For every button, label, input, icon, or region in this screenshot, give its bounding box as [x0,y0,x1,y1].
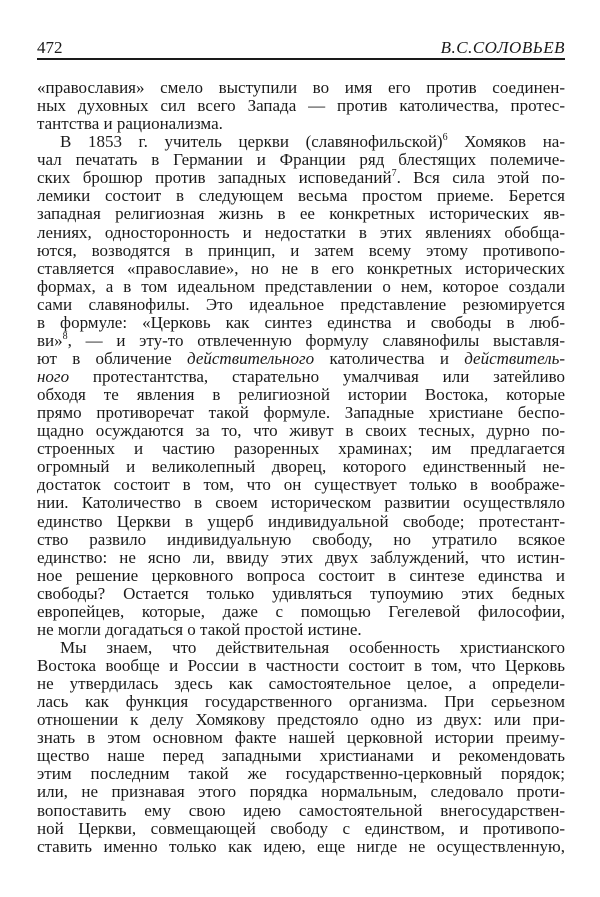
paragraph [37,79,565,133]
footnote-ref: 7 [391,168,397,180]
text-span: , — и эту-то отвлеченную формулу славянофилы выставля- [67,330,565,350]
text-line [37,386,565,404]
text-span: щадно осуждаются за то, что живут в своих тесных, дурно по- [37,421,565,441]
text-span: не могли догадаться о такой простой истине. [37,619,362,639]
text-span: ное решение церковного вопроса состоит в синтезе единства и [37,565,565,585]
text-span: ских брошюр против западных исповеданий [37,168,392,188]
text-line [37,242,565,260]
text-span: достаток состоит в том, что он существует только в воображе- [37,475,565,495]
text-span: обходя те явления в религиозной истории Востока, которые [37,385,565,405]
text-span: «православия» смело выступили во имя его против соединен- [37,78,565,97]
text-line [37,711,565,729]
text-span: прямо противоречат такой формуле. Западные христиане беспо- [37,403,565,423]
text-span: не утвердилась здесь как самостоятельное целое, а определи- [37,674,565,694]
text-span: ных духовных сил всего Запада — против католичества, протес- [37,96,565,116]
italic-text: действитель- [464,348,565,368]
text-line [37,368,565,386]
text-line [37,332,565,350]
text-span: католичества и [314,348,465,368]
text-line [37,224,565,242]
text-span: формах, а в том идеальном представлении о нем, которое создали [37,276,565,296]
text-span: западная религиозная жизнь в ее конкретных исторических яв- [37,204,565,224]
text-line [37,476,565,494]
text-span: Мы знаем, что действительная особенность христианского [60,637,565,657]
text-line [37,693,565,711]
text-span: единство Церкви в ущерб индивидуальной свободе; протестант- [37,511,565,531]
paragraph [37,133,565,639]
text-span: . Вся сила этой по- [396,168,565,188]
text-span: Хомяков на- [447,132,565,152]
footnote-ref: 6 [442,132,448,144]
text-line [37,205,565,223]
text-span: ство развило индивидуальную свободу, но утратило всякое [37,529,565,549]
text-line [37,603,565,621]
text-span: ют в обличение [37,348,188,368]
running-title: В.С.СОЛОВЬЕВ [440,38,565,57]
text-span: вопоставить ему свою идею самостоятельной внегосударствен- [37,800,565,820]
text-line [37,675,565,693]
text-line [37,783,565,801]
text-line [37,296,565,314]
text-line [37,513,565,531]
paragraph [37,639,565,856]
text-line [37,314,565,332]
text-span: европейцев, которые, даже с помощью Гегелевой философии, [37,601,565,621]
body-text [37,79,565,856]
italic-text: ного [37,367,70,386]
text-span: лемики состоит в следующем весьма простом приеме. Берется [37,186,565,206]
text-line [37,657,565,675]
page-number: 472 [37,38,63,57]
page-header [37,38,565,58]
text-line [37,422,565,440]
text-line [37,133,565,151]
text-line [37,494,565,512]
text-span: сами славянофилы. Это идеальное представление резюмируется [37,294,565,314]
footnote-ref: 8 [62,330,68,342]
text-line [37,585,565,603]
text-span: или, не признавая этого порядка нормальным, следовало проти- [37,782,565,802]
text-line [37,404,565,422]
text-span: строенных и частию разоренных храминах; им предлагается [37,439,565,459]
text-line [37,621,565,639]
text-line [37,838,565,856]
text-span: лась как функция государственного организма. При серьезном [37,692,565,712]
text-line [37,350,565,368]
text-line [37,278,565,296]
text-line [37,260,565,278]
text-line [37,151,565,169]
header-rule [37,58,565,60]
italic-text: действительного [187,348,315,368]
text-line [37,440,565,458]
text-line [37,115,565,133]
text-span: ставить именно только как идею, еще нигде не осуществленную, [37,836,565,856]
text-span: свободы? Остается только удивляться тупоумию этих бедных [37,583,565,603]
text-line [37,187,565,205]
text-span: знать в этом основном факте нашей церковной истории преиму- [37,728,565,748]
text-line [37,802,565,820]
text-line [37,531,565,549]
text-span: ставляется «православие», но не в его конкретных исторических [37,258,565,278]
text-line [37,97,565,115]
text-span: щество наше перед западными христианами и рекомендовать [37,746,565,766]
text-line [37,458,565,476]
text-line [37,567,565,585]
text-span: ной Церкви, совмещающей свободу с единством, и противопо- [37,818,565,838]
text-line [37,79,565,97]
text-line [37,639,565,657]
text-span: лениях, односторонность и недостатки в этих явлениях обобща- [37,222,565,242]
text-line [37,747,565,765]
text-span: единство: не ясно ли, ввиду этих двух заблуждений, что истин- [37,547,565,567]
text-span: чал печатать в Германии и Франции ряд блестящих полемиче- [37,150,565,170]
text-span: нии. Католичество в своем историческом развитии осуществляло [37,493,565,513]
text-line [37,549,565,567]
text-span: Востока вообще и России в частности состоит в том, что Церковь [37,656,565,675]
text-span: огромный и великолепный дворец, которого единственный не- [37,457,565,477]
text-span: ются, возводятся в принцип, и затем всему этому противопо- [37,240,565,260]
text-line [37,820,565,838]
text-span: протестантства, старательно умалчивая или затейливо [69,367,565,386]
text-line [37,169,565,187]
text-span: отношении к делу Хомякову предстояло одно из двух: или при- [37,710,565,730]
text-span: ви» [37,330,63,350]
text-span: тантства и рационализма. [37,114,223,134]
text-line [37,765,565,783]
text-line [37,729,565,747]
text-span: В 1853 г. учитель церкви (славянофильской) [60,132,443,152]
text-span: этим последним такой же государственно-церковный порядок; [37,764,565,784]
text-span: в формуле: «Церковь как синтез единства и свободы в люб- [37,312,565,332]
